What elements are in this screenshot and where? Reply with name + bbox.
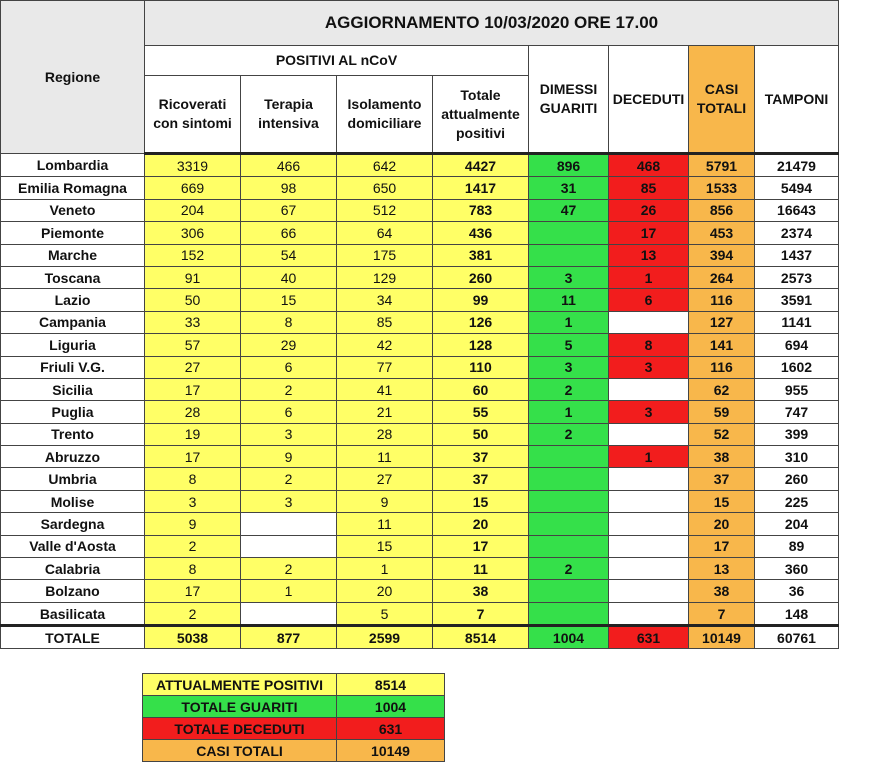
- table-row: [1, 266, 839, 288]
- summary-value: 631: [337, 718, 445, 740]
- cell-terapia: 3: [241, 423, 337, 445]
- cell-deceduti: 468: [609, 154, 689, 177]
- summary-row: [143, 696, 445, 718]
- cell-regione: Bolzano: [1, 580, 145, 602]
- cell-deceduti: 3: [609, 401, 689, 423]
- cell-isolamento: 11: [337, 513, 433, 535]
- cell-terapia: 15: [241, 289, 337, 311]
- cell-regione: Veneto: [1, 199, 145, 221]
- cell-regione: Lazio: [1, 289, 145, 311]
- cell-casi: 1533: [689, 177, 755, 199]
- cell-dimessi: [529, 513, 609, 535]
- cell-deceduti: [609, 311, 689, 333]
- cell-dimessi: 31: [529, 177, 609, 199]
- summary-value: 8514: [337, 674, 445, 696]
- cell-casi: 52: [689, 423, 755, 445]
- cell-isolamento: 42: [337, 334, 433, 356]
- cell-tamponi: 2374: [755, 222, 839, 244]
- cell-isolamento: 34: [337, 289, 433, 311]
- cell-dimessi: [529, 222, 609, 244]
- cell-regione: Valle d'Aosta: [1, 535, 145, 557]
- cell-totale: 50: [433, 423, 529, 445]
- cell-terapia: 40: [241, 266, 337, 288]
- cell-deceduti: 8: [609, 334, 689, 356]
- cell-totale: 4427: [433, 154, 529, 177]
- cell-tamponi: 260: [755, 468, 839, 490]
- table-row: [1, 378, 839, 400]
- cell-tamponi: 21479: [755, 154, 839, 177]
- cell-terapia: [241, 535, 337, 557]
- table-row: [1, 199, 839, 221]
- cell-casi: 116: [689, 289, 755, 311]
- cell-isolamento: 175: [337, 244, 433, 266]
- cell-ricoverati: 204: [145, 199, 241, 221]
- total-row: [1, 626, 839, 649]
- cell-dimessi: 2: [529, 558, 609, 580]
- cell-dimessi: [529, 602, 609, 625]
- cell-deceduti: [609, 535, 689, 557]
- cell-isolamento: 41: [337, 378, 433, 400]
- cell-dimessi: 5: [529, 334, 609, 356]
- cell-regione: Marche: [1, 244, 145, 266]
- cell-regione: Puglia: [1, 401, 145, 423]
- cell-ricoverati: 2: [145, 602, 241, 625]
- cell-isolamento: 85: [337, 311, 433, 333]
- header-positivi-group: POSITIVI AL nCoV: [145, 46, 529, 76]
- cell-dimessi: [529, 244, 609, 266]
- cell-terapia: 98: [241, 177, 337, 199]
- cell-regione: Emilia Romagna: [1, 177, 145, 199]
- cell-dimessi: [529, 580, 609, 602]
- cell-terapia: 6: [241, 401, 337, 423]
- cell-terapia: 66: [241, 222, 337, 244]
- summary-label: ATTUALMENTE POSITIVI: [143, 674, 337, 696]
- cell-terapia: 466: [241, 154, 337, 177]
- cell-totale: 381: [433, 244, 529, 266]
- cell-dimessi: [529, 446, 609, 468]
- cell-isolamento: 650: [337, 177, 433, 199]
- cell-terapia: 2: [241, 378, 337, 400]
- total-label: TOTALE: [1, 626, 145, 649]
- cell-casi: 15: [689, 490, 755, 512]
- cell-casi: 37: [689, 468, 755, 490]
- table-row: [1, 513, 839, 535]
- cell-tamponi: 310: [755, 446, 839, 468]
- cell-totale: 7: [433, 602, 529, 625]
- cell-regione: Lombardia: [1, 154, 145, 177]
- total-deceduti: 631: [609, 626, 689, 649]
- total-positivi: 8514: [433, 626, 529, 649]
- cell-ricoverati: 8: [145, 558, 241, 580]
- cell-casi: 856: [689, 199, 755, 221]
- cell-terapia: 29: [241, 334, 337, 356]
- cell-terapia: 67: [241, 199, 337, 221]
- table-row: [1, 289, 839, 311]
- cell-regione: Molise: [1, 490, 145, 512]
- table-row: [1, 535, 839, 557]
- cell-totale: 126: [433, 311, 529, 333]
- header-regione: Regione: [1, 1, 145, 154]
- summary-label: CASI TOTALI: [143, 740, 337, 762]
- cell-terapia: 54: [241, 244, 337, 266]
- cell-ricoverati: 3: [145, 490, 241, 512]
- cell-ricoverati: 17: [145, 378, 241, 400]
- cell-tamponi: 747: [755, 401, 839, 423]
- cell-casi: 62: [689, 378, 755, 400]
- cell-casi: 38: [689, 580, 755, 602]
- cell-dimessi: 1: [529, 401, 609, 423]
- summary-table: [142, 673, 445, 762]
- cell-regione: Campania: [1, 311, 145, 333]
- cell-ricoverati: 57: [145, 334, 241, 356]
- cell-deceduti: 26: [609, 199, 689, 221]
- cell-casi: 453: [689, 222, 755, 244]
- summary-row: [143, 740, 445, 762]
- cell-casi: 7: [689, 602, 755, 625]
- table-row: [1, 154, 839, 177]
- cell-deceduti: [609, 378, 689, 400]
- cell-regione: Abruzzo: [1, 446, 145, 468]
- cell-totale: 60: [433, 378, 529, 400]
- total-tamponi: 60761: [755, 626, 839, 649]
- cell-totale: 128: [433, 334, 529, 356]
- cell-totale: 1417: [433, 177, 529, 199]
- cell-casi: 20: [689, 513, 755, 535]
- cell-terapia: 2: [241, 468, 337, 490]
- cell-isolamento: 77: [337, 356, 433, 378]
- cell-dimessi: [529, 535, 609, 557]
- cell-isolamento: 5: [337, 602, 433, 625]
- cell-isolamento: 11: [337, 446, 433, 468]
- table-row: [1, 334, 839, 356]
- cell-tamponi: 2573: [755, 266, 839, 288]
- cell-ricoverati: 50: [145, 289, 241, 311]
- summary-row: [143, 718, 445, 740]
- cell-casi: 38: [689, 446, 755, 468]
- cell-regione: Piemonte: [1, 222, 145, 244]
- cell-tamponi: 1141: [755, 311, 839, 333]
- cell-deceduti: [609, 468, 689, 490]
- table-row: [1, 244, 839, 266]
- cell-regione: Friuli V.G.: [1, 356, 145, 378]
- cell-casi: 264: [689, 266, 755, 288]
- cell-dimessi: 3: [529, 356, 609, 378]
- cell-ricoverati: 27: [145, 356, 241, 378]
- cell-isolamento: 9: [337, 490, 433, 512]
- cell-totale: 99: [433, 289, 529, 311]
- cell-ricoverati: 8: [145, 468, 241, 490]
- table-row: [1, 222, 839, 244]
- cell-regione: Umbria: [1, 468, 145, 490]
- cell-totale: 37: [433, 446, 529, 468]
- table-row: [1, 446, 839, 468]
- summary-value: 1004: [337, 696, 445, 718]
- cell-tamponi: 3591: [755, 289, 839, 311]
- header-ricoverati: Ricoverati con sintomi: [145, 76, 241, 154]
- cell-totale: 260: [433, 266, 529, 288]
- summary-value: 10149: [337, 740, 445, 762]
- cell-regione: Sicilia: [1, 378, 145, 400]
- cell-ricoverati: 669: [145, 177, 241, 199]
- cell-terapia: [241, 602, 337, 625]
- cell-casi: 59: [689, 401, 755, 423]
- cell-tamponi: 204: [755, 513, 839, 535]
- total-terapia: 877: [241, 626, 337, 649]
- cell-isolamento: 129: [337, 266, 433, 288]
- cell-isolamento: 28: [337, 423, 433, 445]
- cell-totale: 15: [433, 490, 529, 512]
- cell-terapia: [241, 513, 337, 535]
- cell-tamponi: 694: [755, 334, 839, 356]
- header-isolamento: Isolamento domiciliare: [337, 76, 433, 154]
- table-row: [1, 580, 839, 602]
- cell-tamponi: 148: [755, 602, 839, 625]
- cell-ricoverati: 17: [145, 580, 241, 602]
- header-casi: CASI TOTALI: [689, 46, 755, 154]
- cell-terapia: 8: [241, 311, 337, 333]
- cell-casi: 141: [689, 334, 755, 356]
- cell-totale: 783: [433, 199, 529, 221]
- cell-regione: Sardegna: [1, 513, 145, 535]
- header-totale-positivi: Totale attualmente positivi: [433, 76, 529, 154]
- cell-tamponi: 360: [755, 558, 839, 580]
- cell-dimessi: 2: [529, 423, 609, 445]
- cell-casi: 394: [689, 244, 755, 266]
- cell-totale: 20: [433, 513, 529, 535]
- cell-regione: Liguria: [1, 334, 145, 356]
- cell-isolamento: 1: [337, 558, 433, 580]
- cell-deceduti: [609, 513, 689, 535]
- cell-totale: 11: [433, 558, 529, 580]
- cell-casi: 5791: [689, 154, 755, 177]
- cell-deceduti: 1: [609, 266, 689, 288]
- cell-tamponi: 36: [755, 580, 839, 602]
- cell-dimessi: 11: [529, 289, 609, 311]
- header-terapia: Terapia intensiva: [241, 76, 337, 154]
- cell-terapia: 6: [241, 356, 337, 378]
- cell-tamponi: 1602: [755, 356, 839, 378]
- total-isolamento: 2599: [337, 626, 433, 649]
- cell-ricoverati: 306: [145, 222, 241, 244]
- table-row: [1, 602, 839, 625]
- cell-ricoverati: 2: [145, 535, 241, 557]
- cell-ricoverati: 19: [145, 423, 241, 445]
- cell-deceduti: [609, 580, 689, 602]
- header-tamponi: TAMPONI: [755, 46, 839, 154]
- cell-dimessi: 1: [529, 311, 609, 333]
- cell-isolamento: 20: [337, 580, 433, 602]
- cell-deceduti: 6: [609, 289, 689, 311]
- cell-totale: 110: [433, 356, 529, 378]
- cell-regione: Basilicata: [1, 602, 145, 625]
- cell-isolamento: 15: [337, 535, 433, 557]
- table-row: [1, 356, 839, 378]
- cell-terapia: 2: [241, 558, 337, 580]
- cell-deceduti: 17: [609, 222, 689, 244]
- cell-totale: 38: [433, 580, 529, 602]
- cell-regione: Calabria: [1, 558, 145, 580]
- cell-tamponi: 955: [755, 378, 839, 400]
- cell-deceduti: [609, 602, 689, 625]
- cell-deceduti: 13: [609, 244, 689, 266]
- table-row: [1, 423, 839, 445]
- cell-casi: 127: [689, 311, 755, 333]
- cell-terapia: 9: [241, 446, 337, 468]
- cell-isolamento: 512: [337, 199, 433, 221]
- cell-isolamento: 64: [337, 222, 433, 244]
- header-dimessi: DIMESSI GUARITI: [529, 46, 609, 154]
- cell-dimessi: [529, 490, 609, 512]
- cell-deceduti: [609, 490, 689, 512]
- summary-label: TOTALE DECEDUTI: [143, 718, 337, 740]
- cell-deceduti: [609, 423, 689, 445]
- summary-row: [143, 674, 445, 696]
- cell-casi: 17: [689, 535, 755, 557]
- total-dimessi: 1004: [529, 626, 609, 649]
- cell-tamponi: 225: [755, 490, 839, 512]
- cell-tamponi: 1437: [755, 244, 839, 266]
- total-casi: 10149: [689, 626, 755, 649]
- cell-ricoverati: 33: [145, 311, 241, 333]
- cell-isolamento: 642: [337, 154, 433, 177]
- header-deceduti: DECEDUTI: [609, 46, 689, 154]
- summary-label: TOTALE GUARITI: [143, 696, 337, 718]
- cell-ricoverati: 91: [145, 266, 241, 288]
- cell-tamponi: 89: [755, 535, 839, 557]
- cell-regione: Trento: [1, 423, 145, 445]
- cell-terapia: 1: [241, 580, 337, 602]
- cell-dimessi: [529, 468, 609, 490]
- cell-totale: 55: [433, 401, 529, 423]
- cell-ricoverati: 3319: [145, 154, 241, 177]
- cell-deceduti: 85: [609, 177, 689, 199]
- table-row: [1, 311, 839, 333]
- cell-ricoverati: 28: [145, 401, 241, 423]
- cell-ricoverati: 17: [145, 446, 241, 468]
- cell-isolamento: 21: [337, 401, 433, 423]
- cell-isolamento: 27: [337, 468, 433, 490]
- table-row: [1, 401, 839, 423]
- cell-totale: 17: [433, 535, 529, 557]
- table-row: [1, 177, 839, 199]
- cell-ricoverati: 9: [145, 513, 241, 535]
- cell-deceduti: 3: [609, 356, 689, 378]
- cell-deceduti: [609, 558, 689, 580]
- table-row: [1, 558, 839, 580]
- cell-dimessi: 3: [529, 266, 609, 288]
- cell-tamponi: 16643: [755, 199, 839, 221]
- cell-terapia: 3: [241, 490, 337, 512]
- cell-tamponi: 399: [755, 423, 839, 445]
- cell-dimessi: 896: [529, 154, 609, 177]
- cell-tamponi: 5494: [755, 177, 839, 199]
- total-ricoverati: 5038: [145, 626, 241, 649]
- cell-ricoverati: 152: [145, 244, 241, 266]
- table-row: [1, 468, 839, 490]
- page-title: AGGIORNAMENTO 10/03/2020 ORE 17.00: [145, 1, 839, 46]
- cell-dimessi: 2: [529, 378, 609, 400]
- cell-deceduti: 1: [609, 446, 689, 468]
- cell-casi: 116: [689, 356, 755, 378]
- cell-casi: 13: [689, 558, 755, 580]
- table-row: [1, 490, 839, 512]
- cell-regione: Toscana: [1, 266, 145, 288]
- cell-dimessi: 47: [529, 199, 609, 221]
- cell-totale: 436: [433, 222, 529, 244]
- cell-totale: 37: [433, 468, 529, 490]
